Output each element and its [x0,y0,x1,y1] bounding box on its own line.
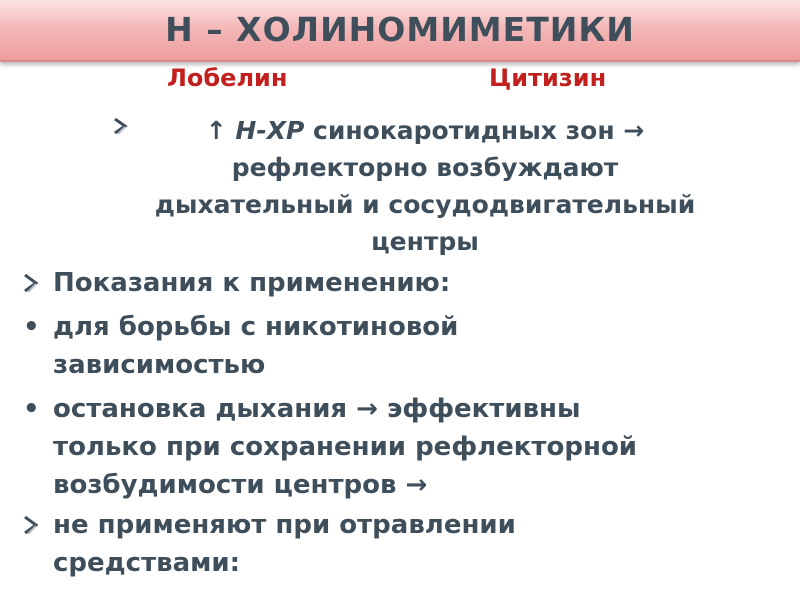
indication-respiratory [53,390,783,504]
drug-name-cytisine: Цитизин [489,64,607,92]
arrow-bullet-icon [20,272,42,294]
indication-nicotine-line-2: зависимостью [53,350,266,380]
receptor-abbrev: Н-ХР [235,116,305,145]
indication-respiratory-line-1: остановка дыхания → эффективны [53,394,581,424]
indication-respiratory-line-2: только при сохранении рефлекторной [53,432,638,462]
mechanism-line-1-rest: синокаротидных зон → [313,116,645,145]
indications-heading: Показания к применению: [53,268,451,298]
drug-name-lobeline: Лобелин [167,64,288,92]
bullet-dot: • [23,312,40,342]
arrow-bullet-icon [20,514,42,536]
title-bar [0,0,800,62]
indication-nicotine-line-1: для борьбы с никотиновой [53,312,459,342]
mechanism-line-4: центры [371,227,479,256]
mechanism-text [80,112,770,260]
mechanism-line-3: дыхательный и сосудодвигательный [154,190,696,219]
up-arrow: ↑ [205,116,227,145]
contraindication-line-1: не применяют при отравлении [53,510,516,540]
mechanism-line-2: рефлекторно возбуждают [231,153,619,182]
indication-respiratory-line-3: возбудимости центров → [53,470,428,500]
mechanism-line-1 [80,112,770,149]
indication-nicotine [53,308,783,384]
bullet-dot: • [23,394,40,424]
contraindication-line-2: средствами: [53,548,241,578]
slide-title: Н – ХОЛИНОМИМЕТИКИ [165,10,635,49]
contraindication-poisoning [53,506,783,582]
